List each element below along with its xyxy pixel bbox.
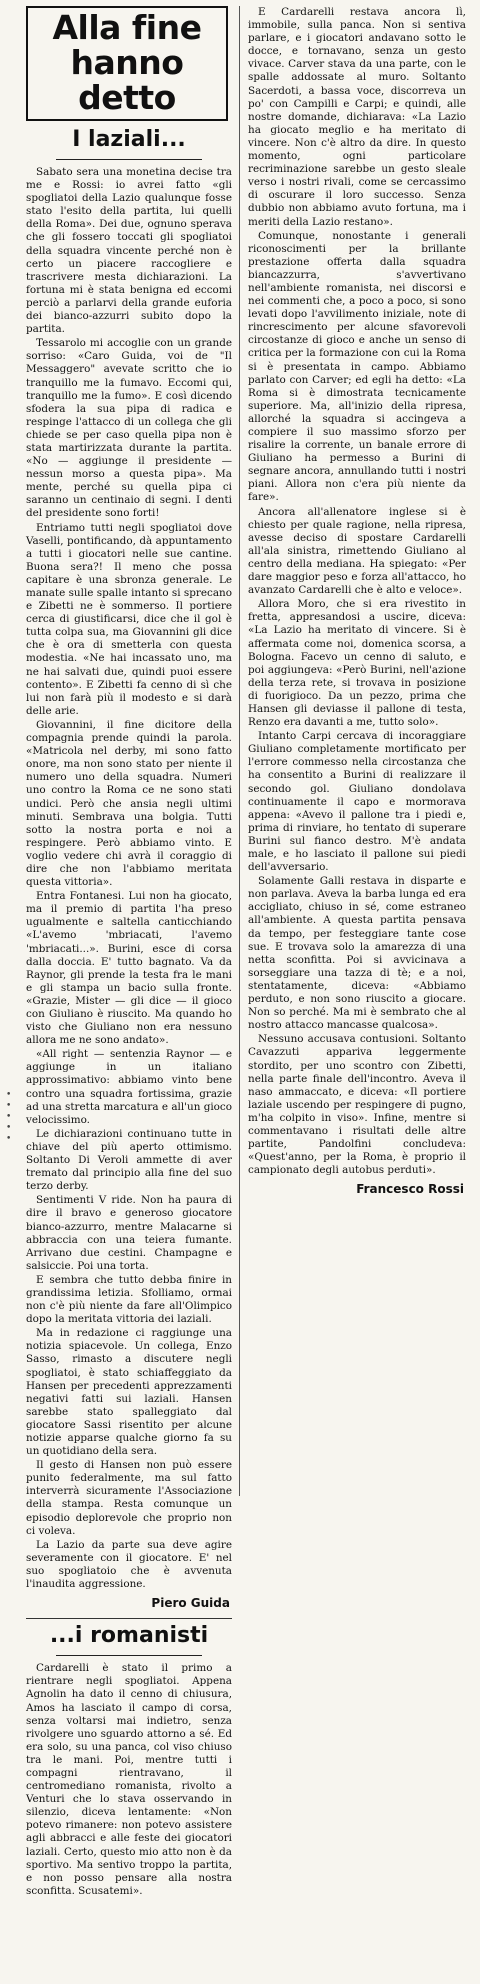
article-paragraph: Comunque, nonostante i generali riconoscimenti per la brillante prestazione offerta dalla squadra biancazzurra, s'avvertivano nell'ambiente romanista, nei discorsi e nei commenti che, a poco a poco, si sono levati dopo l'avvilimento iniziale, note di rincrescimento per alcune sfavorevoli circostanze di gioco e anche un senso di critica per la formazione con cui la Roma si è presentata in campo. Abbiamo parlato con Carver; ed egli ha detto: «La Roma si è dimostrata tecnicamente superiore. Ma, all'inizio della ripresa, allorché la squadra si accingeva a compiere il suo massimo sforzo per risalire la corrente, un banale errore di Giuliano ha permesso a Burini di segnare ancora, annullando tutti i nostri piani. Allora non c'era più niente da fare». <box>248 229 466 504</box>
article-paragraph: Nessuno accusava contusioni. Soltanto Cavazzuti appariva leggermente stordito, per uno scontro con Zibetti, nella parte finale dell'incontro. Aveva il naso ammaccato, e diceva: «Il portiere laziale uscendo per respingere di pugno, m'ha colpito in viso». Infine, mentre si commentavano i risultati delle altre partite, Pandolfini concludeva: «Quest'anno, per la Roma, è proprio il campionato degli autobus perduti». <box>248 1033 466 1177</box>
article-paragraph: Entriamo tutti negli spogliatoi dove Vaselli, pontificando, dà appuntamento a tutti i giocatori nelle sue cantine. Buona sera?! Il meno che possa capitare è una sbronza generale. Le manate sulle spalle intanto si sprecano e Zibetti ne è sommerso. Il portiere cerca di giustificarsi, dice che il gol è tutta colpa sua, ma Giovannini gli dice che è ora di smetterla con questa modestia. «Ne hai incassato uno, ma ne hai salvati due, quindi puoi essere contento». E Zibetti fa cenno di sì che lui non farà più il modesto e si darà delle arie. <box>26 521 232 717</box>
section-divider <box>56 159 202 160</box>
section-title-romanisti: ...i romanisti <box>49 1623 209 1649</box>
article-paragraph: Tessarolo mi accoglie con un grande sorriso: «Caro Guida, voi de "Il Messaggero" avevate scritto che io tranquillo me la fumavo. Eccomi qui, tranquillo me la fumo». E così dicendo sfodera la sua pipa di radica e respinge l'attacco di un collega che gli chiede se per caso quella pipa non è stata martirizzata durante la partita. «No — aggiunge il presidente — nessun morso a questa pipa». Ma mente, perché su quella pipa ci saranno un centinaio di segni. I denti del presidente sono forti! <box>26 337 232 520</box>
romanisti-article-body-part-2 <box>248 6 466 1177</box>
article-paragraph: «All right — sentenzia Raynor — e aggiunge in un italiano approssimativo: abbiamo vinto bene contro una squadra fortissima, grazie ad una stretta marcatura e all'un gioco velocissimo. <box>26 1048 233 1126</box>
article-paragraph: Sentimenti V ride. Non ha paura di dire il bravo e generoso giocatore bianco-azzurro, mentre Malacarne si abbraccia con una teiera fumante. Arrivano due cestini. Champagne e salsiccie. Poi una torta. <box>26 1194 232 1272</box>
article-paragraph: Giovannini, il fine dicitore della compagnia prende quindi la parola. «Matricola nel derby, mi sono fatto onore, ma non sono stato per niente il numero uno della squadra. Numeri uno contro la Roma ce ne sono stati undici. Però che ansia negli ultimi minuti. Sembrava una bolgia. Tutti sotto la nostra porta e noi a respingere. Però abbiamo vinto. E voglio vedere chi avrà il coraggio di dire che non l'abbiamo meritata questa vittoria». <box>26 718 232 889</box>
section-title-laziali: I laziali... <box>72 127 186 152</box>
headline-line-2: hanno detto <box>70 43 184 117</box>
article-paragraph: Le dichiarazioni continuano tutte in chiave del più aperto ottimismo. Soltanto Di Veroli ammette di aver tremato dal principio alla fine del suo terzo derby. <box>26 1127 232 1193</box>
article-paragraph: Ancora all'allenatore inglese si è chiesto per quale ragione, nella ripresa, avesse deciso di spostare Cardarelli all'ala sinistra, rimettendo Giuliano al centro della mediana. Ha spiegato: «Per dare maggior peso e forza all'attacco, ho avanzato Cardarelli che è alto e veloce». <box>248 505 466 597</box>
article-paragraph: Solamente Galli restava in disparte e non parlava. Aveva la barba lunga ed era accigliato, chiuso in sé, come estraneo all'ambiente. A questa partita pensava da tempo, per festeggiare tante cose sue. E trovava solo la amarezza di una netta sconfitta. Poi si avvicinava a sorseggiare una tazza di tè; e a noi, stentatamente, diceva: «Abbiamo perduto, e non sono riuscito a giocare. Non so perché. Ma mi è sembrato che al nostro attacco mancasse qualcosa». <box>248 875 466 1032</box>
headline-line-1: Alla fine <box>52 8 202 47</box>
section-divider <box>26 1618 232 1619</box>
article-paragraph: Cardarelli è stato il primo a rientrare negli spogliatoi. Appena Agnolin ha dato il cenno di chiusura, Amos ha lasciato il campo di corsa, senza voltarsi mai indietro, senza rivolgere uno sguardo attorno a sé. Ed era solo, su una panca, col viso chiuso tra le mani. Poi, mentre tutti i compagni rientravano, il centromediano romanista, rivolto a Venturi che lo stava osservando in silenzio, diceva lentamente: «Non potevo rimanere: non potevo assistere agli abbracci e alle feste dei giocatori laziali. Certo, questo mio atto non è da sportivo. Ma sentivo troppo la partita, e non posso pensare alla nostra sconfitta. Scusatemi». <box>26 1662 232 1897</box>
article-paragraph: Entra Fontanesi. Lui non ha giocato, ma il premio di partita l'ha preso ugualmente e saltella canticchiando «L'avemo 'mbriacati, l'avemo 'mbriacati...». Burini, esce di corsa dalla doccia. E' tutto bagnato. Va da Raynor, gli prende la testa fra le mani e gli stampa un bacio sulla fronte. «Grazie, Mister — gli dice — il gioco con Giuliano è riuscito. Ma quando ho visto che Giuliano non era nessuno allora me ne sono andato». <box>26 890 232 1047</box>
headline-box <box>26 6 228 121</box>
article-paragraph: Intanto Carpi cercava di incoraggiare Giuliano completamente mortificato per l'errore commesso nella circostanza che ha consentito a Burini di realizzare il secondo gol. Giuliano dondolava continuamente il capo e mormorava appena: «Avevo il pallone tra i piedi e, prima di rinviare, ho tentato di superare Burini sul fianco destro. M'è andata male, e ho lasciato il pallone sui piedi dell'avversario. <box>248 730 466 874</box>
article-paragraph: E sembra che tutto debba finire in grandissima letizia. Sfolliamo, ormai non c'è più niente da fare all'Olimpico dopo la meritata vittoria dei laziali. <box>26 1273 232 1326</box>
laziali-article-body <box>26 166 232 1591</box>
byline-romanisti: Francesco Rossi <box>356 1182 464 1197</box>
section-divider <box>56 1655 202 1656</box>
article-paragraph: La Lazio da parte sua deve agire severamente con il giocatore. E' nel suo spogliatoio che è avvenuta l'inaudita aggressione. <box>26 1538 232 1591</box>
article-paragraph: E Cardarelli restava ancora lì, immobile, sulla panca. Non si sentiva parlare, e i giocatori andavano sotto le docce, e tornavano, senza un gesto vivace. Carver stava da una parte, con le spalle addossate al muro. Soltanto Sacerdoti, a bassa voce, discorreva un po' con Campilli e Carpi; e quindi, alle nostre domande, dichiarava: «La Lazio ha giocato meglio e ha meritato di vincere. Non c'è altro da dire. In questo momento, ogni particolare recriminazione sarebbe un gesto sleale verso i nostri rivali, come se cercassimo di oscurare il loro successo. Senza dubbio non abbiamo avuto fortuna, ma i meriti della Lazio restano». <box>248 6 466 228</box>
romanisti-article-body-part-1 <box>26 1662 232 1898</box>
left-column <box>26 6 232 1899</box>
article-paragraph: Allora Moro, che si era rivestito in fretta, appresandosi a uscire, diceva: «La Lazio ha meritato di vincere. Si è affermata come noi, domenica scorsa, a Bologna. Facevo un cenno di saluto, e poi aggiungeva: «Però Burini, nell'azione della terza rete, si trovava in posizione di fuorigioco. Da un pezzo, prima che Hansen gli deviasse il pallone di testa, Renzo era davanti a me, tutto solo». <box>248 598 466 729</box>
article-paragraph: Il gesto di Hansen non può essere punito federalmente, ma sul fatto interverrà sicuramente l'Associazione della stampa. Resta comunque un episodio deplorevole che proprio non ci voleva. <box>26 1459 232 1537</box>
margin-marks: • • • • • <box>6 1090 12 1144</box>
byline-laziali: Piero Guida <box>151 1596 230 1611</box>
article-paragraph: Sabato sera una monetina decise tra me e Rossi: io avrei fatto «gli spogliatoi della Lazio qualunque fosse stato l'esito della partita, lui quelli della Roma». Dei due, ognuno sperava che gli fossero toccati gli spogliatoi della squadra vincente perché non è certo un piacere raccogliere e trascrivere mesta dichiarazioni. La fortuna mi è stata benigna ed eccomi perciò a parlarvi della grande euforia dei bianco-azzurri subito dopo la partita. <box>26 166 232 336</box>
column-rule <box>239 6 240 1496</box>
article-paragraph: Ma in redazione ci raggiunge una notizia spiacevole. Un collega, Enzo Sasso, rimasto a discutere negli spogliatoi, è stato schiaffeggiato da Hansen per precedenti apprezzamenti negativi fatti sui laziali. Hansen sarebbe stato spalleggiato dal giocatore Sassi risentito per alcune notizie apparse qualche giorno fa su un quotidiano della sera. <box>26 1327 232 1458</box>
right-column <box>248 6 466 1204</box>
